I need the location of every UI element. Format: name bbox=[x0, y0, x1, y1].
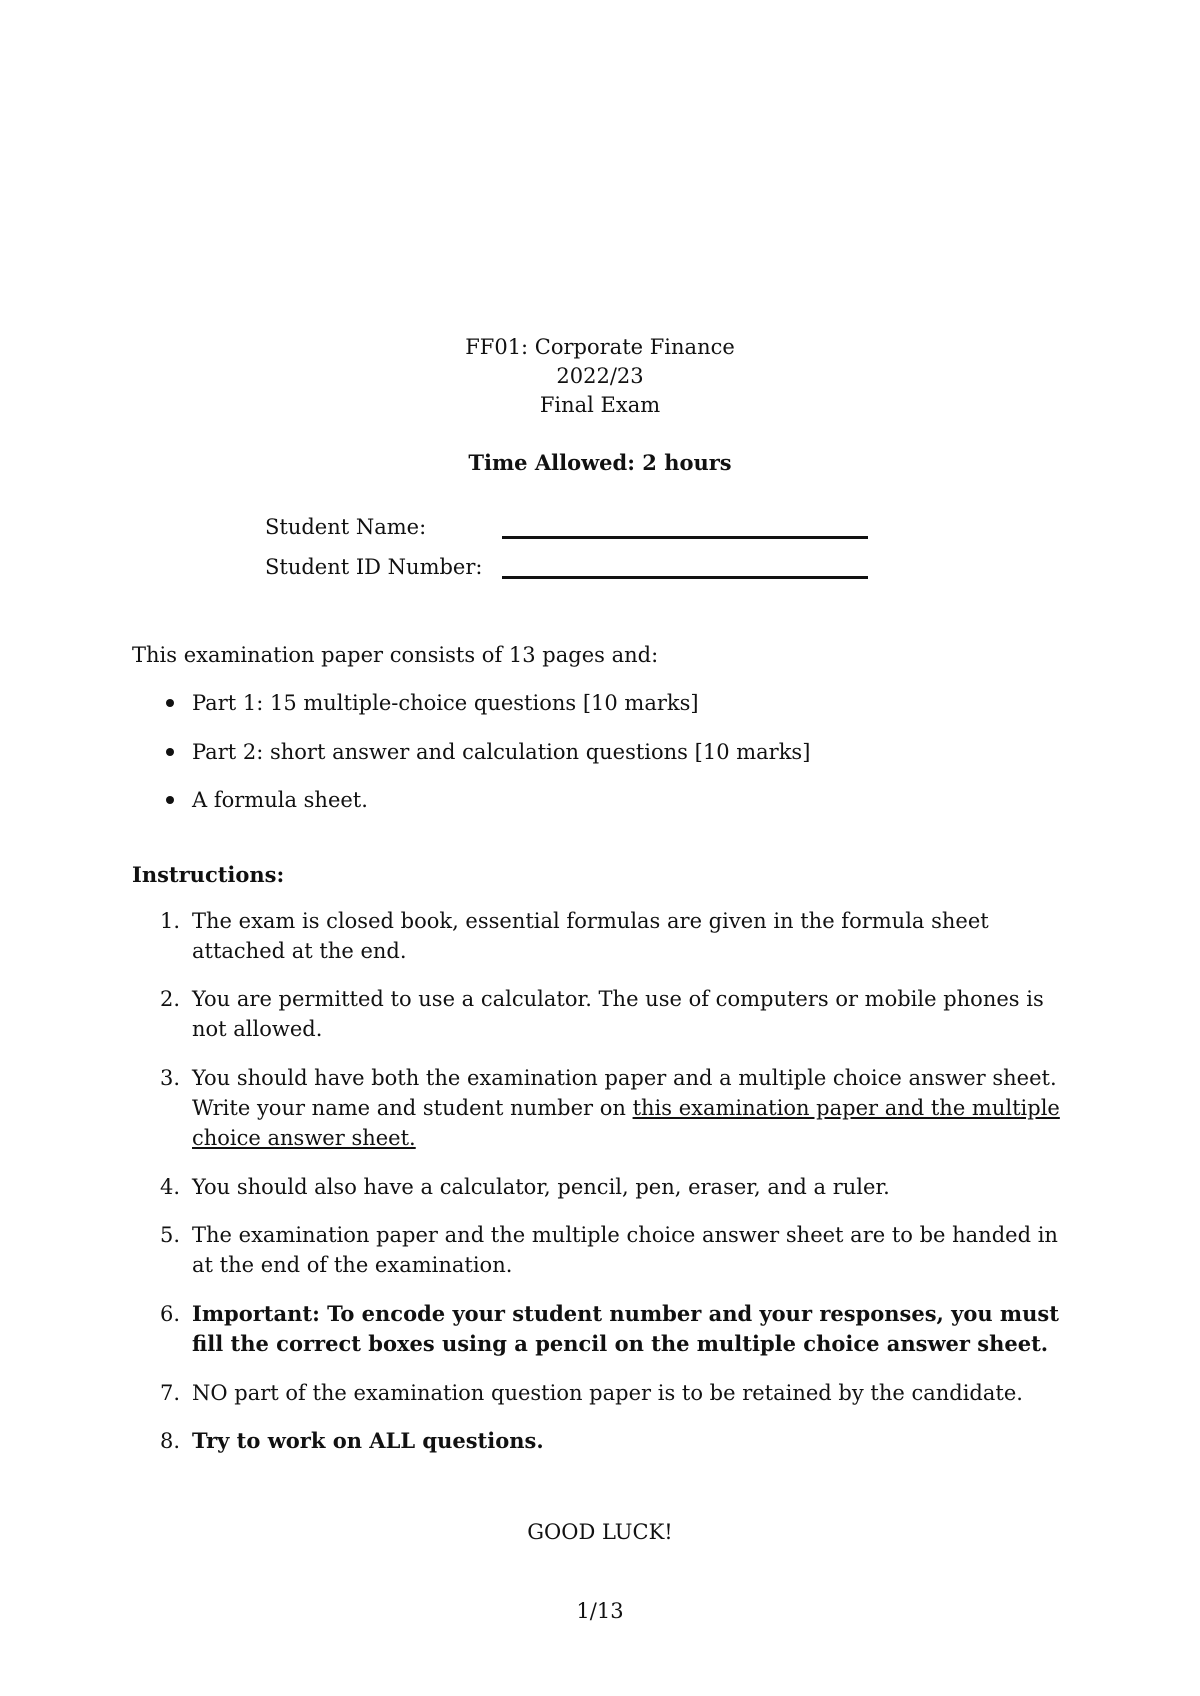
instruction-number: 8. bbox=[159, 1429, 180, 1453]
instruction-number: 1. bbox=[159, 909, 180, 933]
student-name-field bbox=[265, 512, 905, 542]
part-text: Part 1: 15 multiple-choice questions [10 marks] bbox=[192, 691, 699, 715]
instruction-text: The exam is closed book, essential formulas are given in the formula sheet attached at the end. bbox=[192, 909, 989, 963]
instruction-number: 7. bbox=[159, 1381, 180, 1405]
instruction-text: NO part of the examination question paper is to be retained by the candidate. bbox=[192, 1381, 1023, 1405]
part-text: A formula sheet. bbox=[192, 788, 368, 812]
student-id-field bbox=[265, 552, 905, 582]
exam-type: Final Exam bbox=[539, 393, 661, 417]
instruction-number: 6. bbox=[159, 1302, 180, 1326]
student-name-label: Student Name: bbox=[265, 515, 427, 539]
instruction-text: Try to work on ALL questions. bbox=[192, 1428, 544, 1453]
student-id-label: Student ID Number: bbox=[265, 555, 483, 579]
instruction-text: Important: To encode your student number and your responses, you must fill the correct boxes using a pencil on the multiple choice answer sheet. bbox=[192, 1301, 1059, 1356]
time-allowed: Time Allowed: 2 hours bbox=[468, 450, 732, 475]
instruction-number: 4. bbox=[159, 1175, 180, 1199]
closing-message: GOOD LUCK! bbox=[527, 1520, 673, 1544]
bullet-icon bbox=[166, 796, 174, 804]
academic-year: 2022/23 bbox=[556, 364, 644, 388]
instructions-heading: Instructions: bbox=[132, 862, 285, 887]
instruction-text: You are permitted to use a calculator. The use of computers or mobile phones is not allowed. bbox=[192, 987, 1044, 1041]
instruction-number: 2. bbox=[159, 987, 180, 1011]
instruction-text: The examination paper and the multiple choice answer sheet are to be handed in at the end of the examination. bbox=[192, 1223, 1058, 1277]
instruction-number: 3. bbox=[159, 1066, 180, 1090]
student-name-line bbox=[502, 536, 868, 539]
underlined-emphasis: this examination paper and the multiple choice answer sheet. bbox=[192, 1096, 1060, 1150]
bullet-icon bbox=[166, 748, 174, 756]
instruction-text-part: You should have both the examination paper and a multiple choice answer sheet. Write your name and student number on bbox=[192, 1066, 1057, 1120]
course-title: FF01: Corporate Finance bbox=[465, 335, 735, 359]
page-number: 1/13 bbox=[576, 1599, 624, 1623]
part-text: Part 2: short answer and calculation questions [10 marks] bbox=[192, 740, 811, 764]
instruction-text: You should also have a calculator, pencil, pen, eraser, and a ruler. bbox=[192, 1175, 890, 1199]
bullet-icon bbox=[166, 699, 174, 707]
student-id-line bbox=[502, 576, 868, 579]
exam-intro: This examination paper consists of 13 pages and: bbox=[132, 643, 659, 667]
instruction-text bbox=[192, 1063, 1080, 1153]
instruction-number: 5. bbox=[159, 1223, 180, 1247]
